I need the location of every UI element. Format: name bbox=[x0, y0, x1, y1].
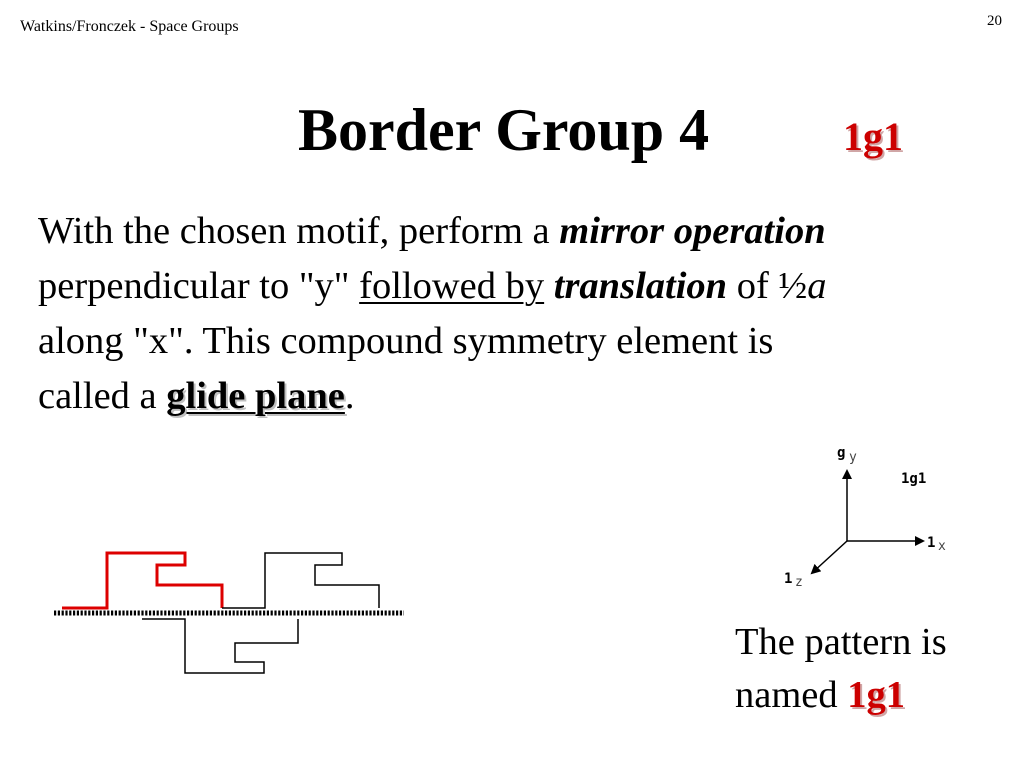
body-line-4 bbox=[38, 369, 988, 424]
axes-diagram bbox=[778, 440, 968, 600]
slide-title: Border Group 4 bbox=[298, 97, 710, 163]
y-axis-subscript: y bbox=[849, 450, 857, 465]
body-text-span: perpendicular to "y" bbox=[38, 265, 360, 307]
body-line-3: along "x". This compound symmetry element is bbox=[38, 320, 774, 362]
page-number: 20 bbox=[987, 13, 1002, 29]
body-text bbox=[38, 204, 988, 424]
motif-glide-image bbox=[142, 619, 298, 673]
glide-plane-term: glide plane bbox=[166, 375, 345, 417]
body-line-2 bbox=[38, 259, 988, 314]
mirror-operation-term: mirror operation bbox=[559, 210, 826, 252]
title-group-code: 1g1 bbox=[843, 114, 903, 159]
body-text-span: With the chosen motif, perform a bbox=[38, 210, 560, 252]
x-axis-subscript: x bbox=[938, 539, 946, 554]
caption bbox=[735, 616, 947, 722]
body-text-span bbox=[544, 265, 554, 307]
body-text-span: . bbox=[344, 375, 355, 417]
border-pattern-figure bbox=[52, 545, 412, 680]
z-axis-symbol: 1 bbox=[784, 571, 793, 587]
caption-text-span: named bbox=[735, 674, 848, 716]
motif-translated-upper bbox=[222, 553, 379, 608]
motif-original bbox=[62, 553, 222, 608]
body-text-span: of ½ bbox=[727, 265, 808, 307]
body-line-1 bbox=[38, 204, 988, 259]
lattice-parameter-a: a bbox=[807, 265, 827, 307]
y-axis-symbol: g bbox=[837, 445, 846, 461]
caption-line-1: The pattern is bbox=[735, 621, 947, 663]
slide-header: Watkins/Fronczek - Space Groups bbox=[20, 18, 239, 35]
translation-term: translation bbox=[553, 265, 728, 307]
caption-group-code: 1g1 bbox=[847, 674, 905, 716]
pattern-label: 1g1 bbox=[901, 471, 927, 487]
x-axis-symbol: 1 bbox=[927, 535, 936, 551]
z-axis-subscript: z bbox=[795, 575, 803, 590]
z-axis-arrow bbox=[812, 541, 847, 573]
followed-by-term: followed by bbox=[359, 265, 545, 307]
body-text-span: called a bbox=[38, 375, 167, 417]
caption-line-2 bbox=[735, 669, 947, 722]
